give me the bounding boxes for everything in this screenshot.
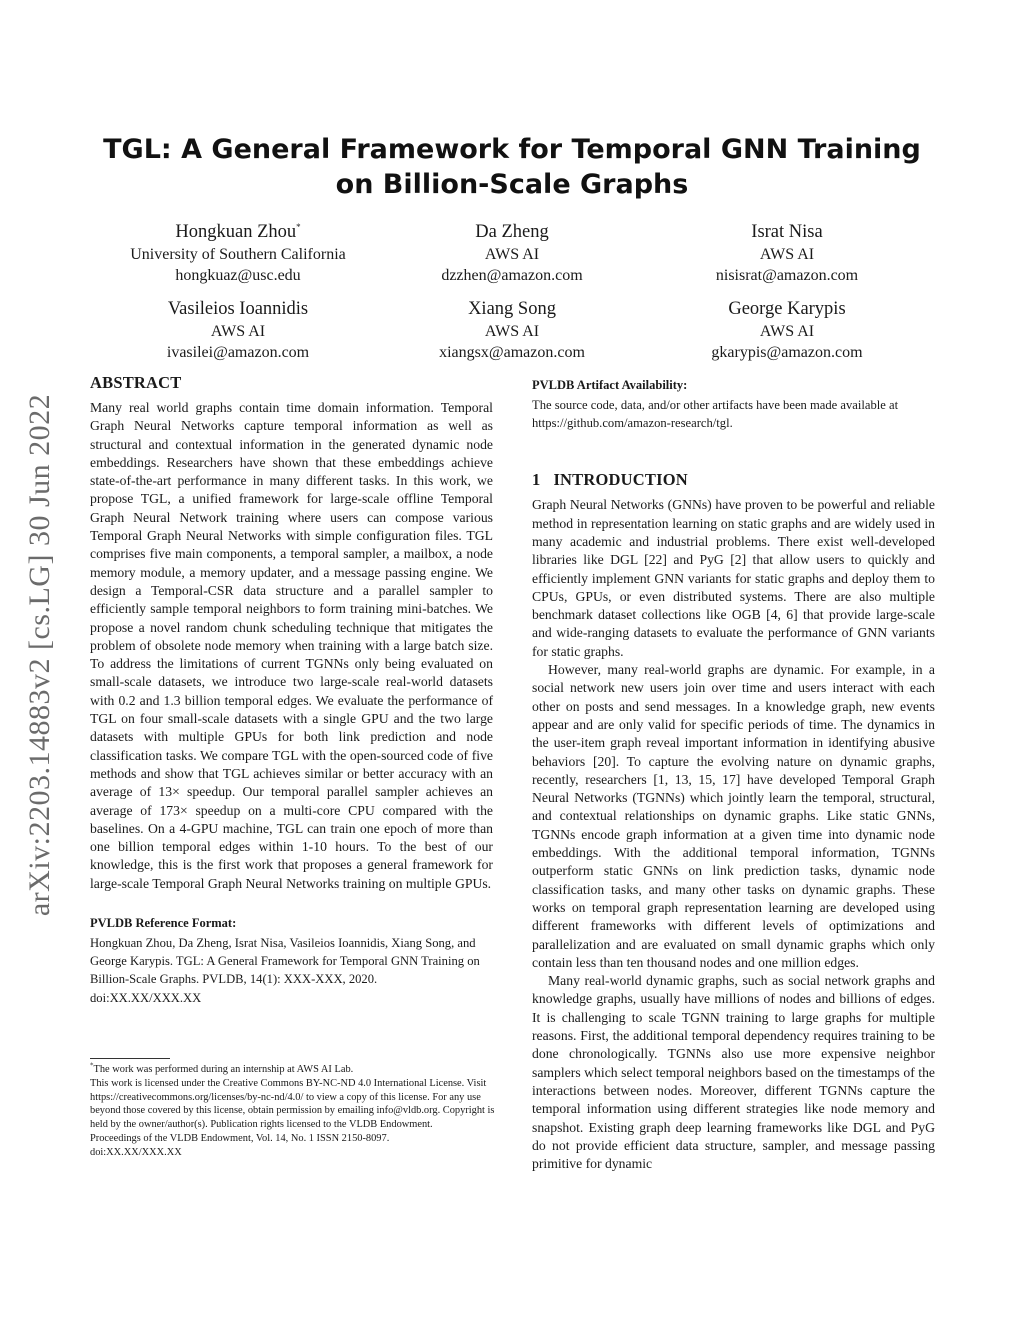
footnote-proceedings: Proceedings of the VLDB Endowment, Vol. 14, No. 1 ISSN 2150-8097. — [90, 1132, 390, 1144]
author-block — [88, 298, 388, 363]
intro-paragraph: Graph Neural Networks (GNNs) have proven to be powerful and reliable method in representation learning on static graphs and are widely used in many academic and industrial problems. There exist well-developed libraries like DGL [22] and PyG [2] that allow users to quickly and efficiently implement GNN variants for static graphs and deploy them to CPUs, GPUs, or even distributed systems. There are also multiple benchmark dataset collections like OGB [4, 6] that provide large-scale and wide-ranging datasets to evaluate the performance of GNN variants for static graphs. — [532, 497, 935, 659]
author-name: Vasileios Ioannidis — [167, 299, 309, 319]
reference-format-heading: PVLDB Reference Format: — [90, 916, 237, 931]
arxiv-stamp-text: arXiv:2203.14883v2 [cs.LG] 30 Jun 2022 — [23, 393, 56, 917]
author-block — [88, 221, 388, 286]
reference-format-text: Hongkuan Zhou, Da Zheng, Israt Nisa, Vasileios Ioannidis, Xiang Song, and George Karypis. TGL: A General Framework for Temporal GNN Training on Billion-Scale Graphs. PVLDB, 14(1): XXX-XXX, 2020. — [90, 936, 480, 987]
author-email: xiangsx@amazon.com — [439, 344, 585, 361]
author-email: gkarypis@amazon.com — [711, 344, 863, 361]
author-block — [637, 298, 937, 363]
left-column — [90, 373, 493, 1007]
author-name: Israt Nisa — [751, 222, 823, 242]
footnote-license: This work is licensed under the Creative Commons BY-NC-ND 4.0 International License. Visit https://creativecommons.org/licenses/by-nc-nd/4.0/ to view a copy of this license. For any use beyond those covered by this license, obtain permission by emailing info@vldb.org. Copyright is held by the owner/author(s). Publication rights licensed to the VLDB Endowment. — [90, 1077, 495, 1131]
introduction-heading — [532, 470, 935, 490]
footnote-internship: *The work was performed during an internship at AWS AI Lab. — [90, 1061, 354, 1075]
author-block — [637, 221, 937, 286]
artifact-heading: PVLDB Artifact Availability: — [532, 378, 688, 392]
author-affiliation: University of Southern California — [130, 246, 346, 263]
paper-title: TGL: A General Framework for Temporal GNN Training on Billion-Scale Graphs — [103, 134, 921, 200]
reference-format-doi: doi:XX.XX/XXX.XX — [90, 990, 202, 1005]
author-block — [362, 298, 662, 363]
author-name: Hongkuan Zhou* — [175, 221, 301, 242]
author-name: Da Zheng — [475, 222, 549, 242]
artifact-text: The source code, data, and/or other artifacts have been made available at https://github.com/amazon-research/tgl. — [532, 398, 899, 431]
author-email: dzzhen@amazon.com — [441, 267, 583, 284]
intro-paragraph: However, many real-world graphs are dynamic. For example, in a social network new users join over time and users interact with each other on posts and send messages. In a knowledge graph, new events appear and are only valid for specific periods of time. The dynamics in the user-item graph reveal important information in identifying abusive behaviors [20]. To capture the evolving nature on dynamic graphs, recently, researchers [1, 13, 15, 17] have developed Temporal Graph Neural Networks (TGNNs) which jointly learn the temporal, structural, and contextual relationships on dynamic graphs. Like static GNNs, TGNNs encode graph information at a given time into dynamic node embeddings. With the additional temporal information, TGNNs outperform static GNNs on link prediction tasks, dynamic node classification tasks, and many other tasks on dynamic graphs. These works on temporal graph representation learning are developed using different frameworks with different levels of optimizations and parallelization and are evaluated on small dynamic graphs which only contain less than ten thousand nodes and one million edges. — [532, 662, 935, 970]
author-block — [362, 221, 662, 286]
footnotes — [90, 1063, 495, 1160]
section-title: INTRODUCTION — [553, 470, 688, 490]
author-name: Xiang Song — [468, 299, 556, 319]
footnote-marker: * — [296, 221, 301, 232]
author-affiliation: AWS AI — [484, 323, 540, 340]
author-email: hongkuaz@usc.edu — [175, 267, 301, 284]
author-email: nisisrat@amazon.com — [715, 267, 859, 284]
author-name: George Karypis — [728, 299, 846, 319]
author-affiliation: AWS AI — [210, 323, 266, 340]
right-column — [532, 377, 935, 1173]
footnote-divider — [90, 1058, 170, 1059]
author-affiliation: AWS AI — [759, 323, 815, 340]
section-number: 1 — [532, 470, 541, 490]
abstract-heading: ABSTRACT — [90, 373, 182, 392]
arxiv-stamp — [8, 360, 72, 950]
footnote-doi: doi:XX.XX/XXX.XX — [90, 1146, 182, 1158]
author-affiliation: AWS AI — [759, 246, 815, 263]
author-email: ivasilei@amazon.com — [166, 344, 310, 361]
intro-paragraph: Many real-world dynamic graphs, such as social network graphs and knowledge graphs, usually have millions of nodes and billions of edges. It is challenging to scale TGNN training to large graphs for multiple reasons. First, the additional temporal dependency requires training to be done chronologically. TGNNs also use more expensive neighbor samplers which select temporal neighbors based on the timestamps of the interactions between nodes. Moreover, different TGNNs capture the temporal information using different strategies like node memory and snapshot. Existing graph deep learning frameworks like DGL and PyG do not provide efficient data structure, sampler, and message passing primitive for dynamic — [532, 973, 935, 1172]
author-affiliation: AWS AI — [484, 246, 540, 263]
abstract-text: Many real world graphs contain time domain information. Temporal Graph Neural Networks capture temporal information as well as structural and contextual information in the generated dynamic node embeddings. Researchers have shown that these embeddings achieve state-of-the-art performance in many different tasks. In this work, we propose TGL, a unified framework for large-scale offline Temporal Graph Neural Network training where users can compose various Temporal Graph Neural Networks with simple configuration files. TGL comprises five main components, a temporal sampler, a mailbox, a node memory module, a memory updater, and a message passing engine. We design a Temporal-CSR data structure and a parallel sampler to efficiently sample temporal neighbors to form training mini-batches. We propose a novel random chunk scheduling technique that mitigates the problem of obsolete node memory when training with a large batch size. To address the limitations of current TGNNs only being evaluated on small-scale datasets, we introduce two large-scale real-world datasets with 0.2 and 1.3 billion temporal edges. We evaluate the performance of TGL on four small-scale datasets with a single GPU and the two large datasets with multiple GPUs for both link prediction and node classification tasks. We compare TGL with the open-sourced code of five methods and show that TGL achieves similar or better accuracy with an average of 13× speedup. Our temporal parallel sampler achieves an average of 173× speedup on a multi-core CPU compared with the baselines. On a 4-GPU machine, TGL can train one epoch of more than one billion temporal edges within 1-10 hours. To the best of our knowledge, this is the first work that proposes a general framework for large-scale Temporal Graph Neural Networks training on multiple GPUs. — [90, 400, 493, 891]
